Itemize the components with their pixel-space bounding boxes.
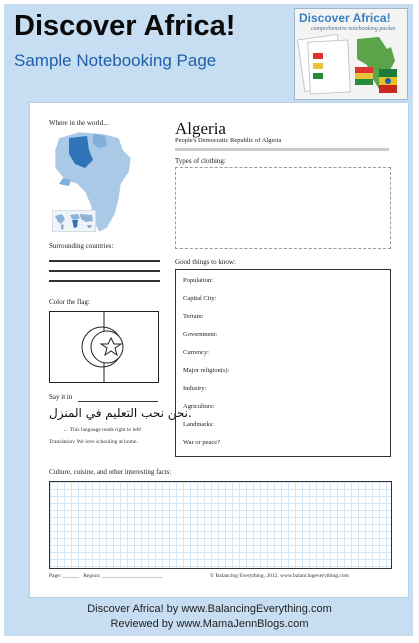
fact-religion: Major religion(s): <box>183 367 230 374</box>
thumbnail-art <box>295 9 407 99</box>
where-label: Where in the world... <box>49 119 109 127</box>
fact-landmarks: Landmarks: <box>183 421 215 428</box>
surrounding-label: Surrounding countries: <box>49 242 114 250</box>
fact-agriculture: Agriculture: <box>183 403 215 410</box>
clothing-box <box>175 167 391 249</box>
country-name: Algeria <box>175 119 226 138</box>
fact-war-or-peace: War or peace? <box>183 439 221 446</box>
copyright-text: © Balancing Everything, 2012. www.balancingeverything.com <box>210 573 349 579</box>
fact-government: Government: <box>183 331 218 338</box>
answer-line-1 <box>49 260 160 262</box>
fact-terrain: Terrain: <box>183 313 204 320</box>
say-it-label: Say it in <box>49 393 73 401</box>
good-things-label: Good things to know: <box>175 258 236 266</box>
world-inset-map <box>52 210 96 232</box>
answer-line-2 <box>49 270 160 272</box>
language-blank-line <box>78 401 158 402</box>
reads-note-text: This language reads right to left! <box>69 427 142 433</box>
fact-population: Population: <box>183 277 213 284</box>
title-rule <box>175 148 389 151</box>
page-number-label: Page: ______ Region: ______________________ <box>49 573 163 579</box>
footer-credit-2: Reviewed by www.MamaJennBlogs.com <box>110 618 309 630</box>
algeria-flag-outline <box>49 311 159 383</box>
thumbnail-title: Discover Africa! <box>299 11 391 25</box>
packet-thumbnail <box>294 8 408 100</box>
page-subtitle: Sample Notebooking Page <box>14 51 217 70</box>
official-name: People's Democratic Republic of Algeria <box>175 137 282 144</box>
page-title: Discover Africa! <box>14 10 236 42</box>
page-label: Page: <box>49 573 62 579</box>
color-flag-label: Color the flag: <box>49 298 90 306</box>
culture-label: Culture, cuisine, and other interesting facts: <box>49 468 172 476</box>
arabic-phrase: نحن نحب التعليم في المنزل. <box>49 406 192 420</box>
region-label: Region: <box>83 573 101 579</box>
footer-credit-1: Discover Africa! by www.BalancingEverything.com <box>87 603 332 615</box>
answer-line-3 <box>49 280 160 282</box>
notebook-sheet <box>29 102 409 598</box>
reads-note: ← This language reads right to left! <box>63 427 142 433</box>
translation-text: Translation: We love schooling at home. <box>49 439 138 445</box>
fact-capital: Capital City: <box>183 295 217 302</box>
good-things-box <box>175 269 391 457</box>
culture-grid-box <box>49 481 392 569</box>
fact-industry: Industry: <box>183 385 207 392</box>
clothing-label: Types of clothing: <box>175 157 226 165</box>
thumbnail-subtitle: comprehensive notebooking packet <box>311 26 396 32</box>
fact-currency: Currency: <box>183 349 209 356</box>
